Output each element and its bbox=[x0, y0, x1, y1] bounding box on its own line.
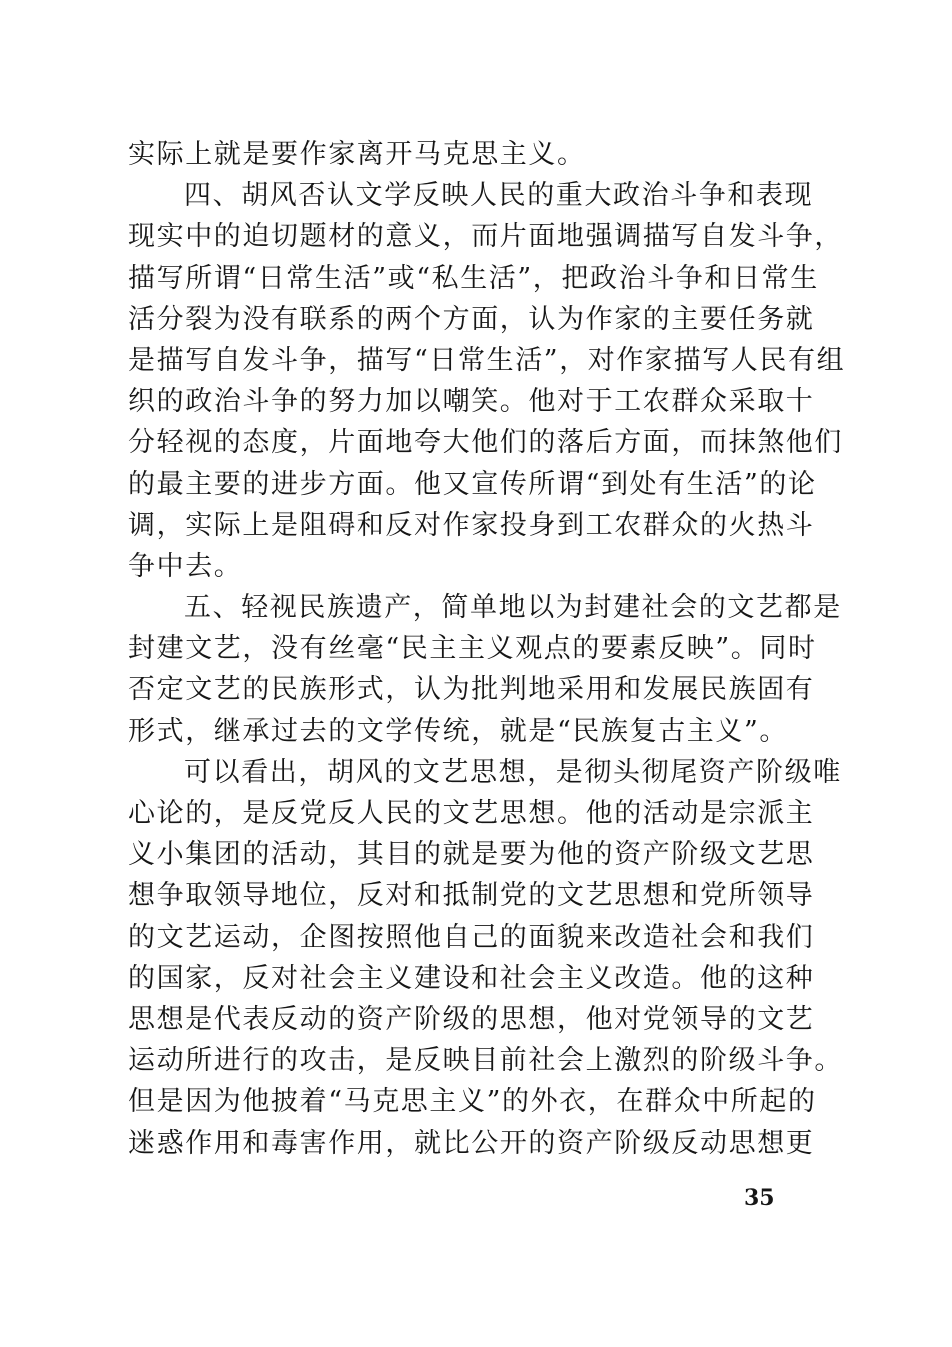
paragraph-first-line: 五、轻视民族遗产，简单地以为封建社会的文艺都是 bbox=[184, 592, 842, 624]
text-line: 织的政治斗争的努力加以嘲笑。他对于工农群众采取十 bbox=[128, 386, 815, 418]
text-line: 迷惑作用和毒害作用，就比公开的资产阶级反动思想更 bbox=[128, 1127, 815, 1159]
text-line: 运动所进行的攻击，是反映目前社会上激烈的阶级斗争。 bbox=[128, 1045, 843, 1077]
text-line: 否定文艺的民族形式，认为批判地采用和发展民族固有 bbox=[128, 674, 815, 706]
text-line: 现实中的迫切题材的意义，而片面地强调描写自发斗争， bbox=[128, 221, 843, 253]
text-line: 心论的，是反党反人民的文艺思想。他的活动是宗派主 bbox=[128, 798, 815, 829]
text-line: 封建文艺，没有丝毫“民主主义观点的要素反映”。同时 bbox=[128, 633, 817, 665]
text-line: 但是因为他披着“马克思主义”的外衣，在群众中所起的 bbox=[128, 1086, 817, 1118]
text-line: 形式，继承过去的文学传统，就是“民族复古主义”。 bbox=[128, 715, 789, 747]
paragraph-first-line: 四、胡风否认文学反映人民的重大政治斗争和表现 bbox=[184, 180, 814, 212]
text-line: 调，实际上是阻碍和反对作家投身到工农群众的火热斗 bbox=[128, 509, 815, 541]
text-line: 是描写自发斗争，描写“日常生活”，对作家描写人民有组 bbox=[128, 344, 846, 376]
paragraph-first-line: 可以看出，胡风的文艺思想，是彻头彻尾资产阶级唯 bbox=[184, 756, 842, 788]
text-line: 义小集团的活动，其目的就是要为他的资产阶级文艺思 bbox=[128, 839, 815, 871]
body-text bbox=[128, 134, 846, 1164]
text-line: 活分裂为没有联系的两个方面，认为作家的主要任务就 bbox=[128, 303, 815, 335]
page-number: 35 bbox=[744, 1185, 775, 1211]
text-line: 的文艺运动，企图按照他自己的面貌来改造社会和我们 bbox=[128, 921, 815, 953]
text-line: 的最主要的进步方面。他又宣传所谓“到处有生活”的论 bbox=[128, 468, 817, 500]
text-line: 思想是代表反动的资产阶级的思想，他对党领导的文艺 bbox=[128, 1003, 815, 1035]
text-line: 分轻视的态度，片面地夸大他们的落后方面，而抹煞他们 bbox=[128, 427, 843, 459]
text-line: 争中去。 bbox=[128, 550, 243, 582]
text-line: 实际上就是要作家离开马克思主义。 bbox=[128, 139, 586, 170]
text-line: 想争取领导地位，反对和抵制党的文艺思想和党所领导 bbox=[128, 880, 815, 912]
text-line: 的国家，反对社会主义建设和社会主义改造。他的这种 bbox=[128, 962, 815, 994]
text-line: 描写所谓“日常生活”或“私生活”，把政治斗争和日常生 bbox=[128, 262, 819, 294]
